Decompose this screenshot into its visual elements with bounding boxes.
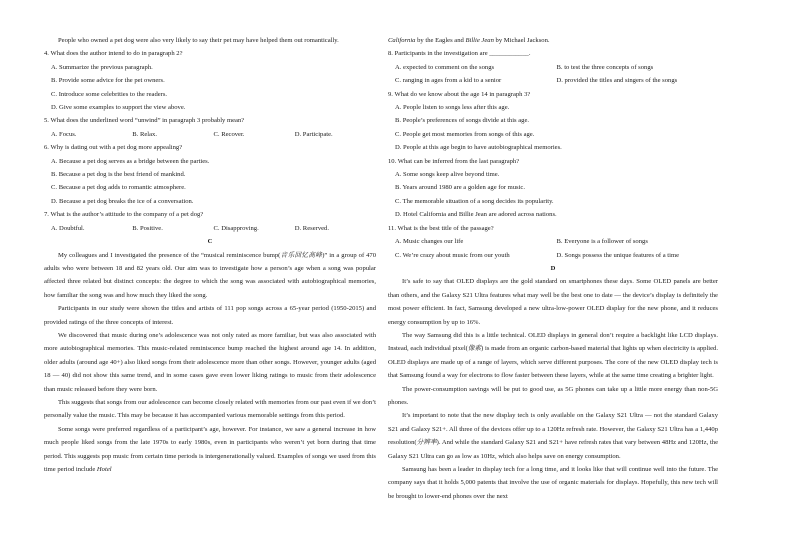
question-9: 9. What do we know about the age 14 in paragraph 3? [388,90,531,98]
q9-option-d: D. People at this age begin to have autobiographical memories. [395,144,562,152]
q8-option-c: C. ranging in ages from a kid to a senior [395,77,502,85]
passage-d-paragraph-5: Samsung has been a leader in display tech for a long time, and it looks like that will continue well into the future. The company says that it holds 5,000 patents that involve the use of organic materials for displays. Hopefully, this new tech will be brought to lower-end phones over the next [388,466,718,500]
section-heading-c: C [207,238,213,246]
q6-option-d: D. Because a pet dog breaks the ice of a conversation. [51,197,194,205]
q11-option-d: D. Songs possess the unique features of a time [556,251,680,259]
passage-c-paragraph-4: This suggests that songs from our adolescence can become closely related with memories from our past even if we don’t personally value the music. This may be because it has accompanied various memorable settings from this period. [44,398,376,420]
text: The way Samsung did this is a little technical. OLED displays in general don’t require a backlight like LCD displays. Instead, each individual pixel( [388,331,718,353]
q10-option-c: C. The memorable situation of a song decides its popularity. [395,197,554,205]
question-11: 11. What is the best title of the passage? [388,224,494,232]
paragraph: People who owned a pet dog were also very likely to say their pet may have helped them out romantically. [58,37,339,44]
q8-option-b: B. to test the three concepts of songs [556,63,654,71]
text: Some songs were preferred regardless of a participant’s age, however. For instance, we saw a general increase in how much people liked songs from the late 1970s to early 1980s, even in participants who weren’t yet born during that time period. This suggests pop music from certain time periods is intergenerationally valued. Examples of songs we used from this time period include [44,425,376,473]
q8-option-d: D. provided the titles and singers of the songs [556,77,678,85]
q5-option-c: C. Recover. [213,130,245,138]
song-title: Billie Jean [465,37,494,44]
paragraph-continued [388,34,718,47]
q5-option-b: B. Relax. [132,130,157,138]
q7-option-c: C. Disapproving. [213,224,259,232]
q10-option-a: A. Some songs keep alive beyond time. [395,171,500,179]
q9-option-b: B. People’s preferences of songs divide at this age. [395,117,530,125]
q8-options-row-2 [388,74,718,87]
q11-options-row-1 [388,235,718,248]
question-4: 4. What does the author intend to do in paragraph 2? [44,50,183,58]
q11-option-b: B. Everyone is a follower of songs [556,238,648,246]
q7-option-a: A. Doubtful. [51,224,85,232]
passage-c-paragraph-3: We discovered that music during one’s adolescence was not only rated as more familiar, but was also associated with more autobiographical memories. This music-related reminiscence bump reached the highest around age 14. In addition, older adults (around age 40+) also liked songs from their adolescence more than other songs. However, younger adults (aged 18 — 40) did not show this same trend, and in some cases gave even lower liking ratings to music from their adolescence than music released before they were born. [44,331,376,393]
q4-option-d: D. Give some examples to support the view above. [51,104,186,112]
text: ). And while the standard Galaxy S21 and S21+ have refresh rates that vary between 48Hz and 120Hz, the Galaxy S21 Ultra can go as low as 10Hz, which also helps save on energy consumption. [388,439,718,460]
text: )” in a group of 470 adults who were between 18 and 82 years old. Our aim was to investigate how a person’s age when a song was popular affected three related but distinct concepts: the degree to which the song was associated with autobiographical memories, how familiar the song was and how much they liked the song. [44,251,377,299]
q6-option-b: B. Because a pet dog is the best friend of mankind. [51,171,186,179]
chinese-term: 像素 [467,345,482,353]
text: It’s important to note that the new display tech is only available on the Galaxy S21 Ultra — not the standard Galaxy S21 and Galaxy S21+. All three of the devices offer up to a 120Hz refresh rate. However, the Galaxy S21 Ultra has a 1,440p resolution( [388,412,718,447]
question-5: 5. What does the underlined word “unwind” in paragraph 3 probably mean? [44,117,245,125]
q8-options-row-1 [388,61,718,74]
q9-option-c: C. People get most memories from songs of this age. [395,130,535,138]
q7-option-d: D. Reserved. [294,224,329,232]
passage-c-paragraph-5 [44,423,376,477]
q11-option-c: C. We’re crazy about music from our youth [395,251,510,259]
q4-option-c: C. Introduce some celebrities to the readers. [51,90,168,98]
question-8: 8. Participants in the investigation are ____________. [388,50,531,58]
left-column [44,34,376,476]
q5-option-d: D. Participate. [294,130,333,138]
right-column [388,34,718,503]
chinese-term: 分辨率 [416,439,437,447]
q6-option-c: C. Because a pet dog adds to romantic atmosphere. [51,184,186,192]
question-6: 6. Why is dating out with a pet dog more appealing? [44,144,183,152]
passage-c-paragraph-1 [44,249,376,303]
passage-d-paragraph-4 [388,409,718,463]
q7-option-b: B. Positive. [132,224,163,232]
question-10: 10. What can be inferred from the last paragraph? [388,157,520,165]
text: by Michael Jackson. [493,37,550,44]
q11-option-a: A. Music changes our life [395,238,464,246]
q9-option-a: A. People listen to songs less after this age. [395,104,510,112]
chinese-term: 音乐回忆高峰 [280,251,323,259]
q8-option-a: A. expected to comment on the songs [395,63,495,71]
passage-c-paragraph-2: Participants in our study were shown the titles and artists of 111 pop songs across a 65-year period (1950-2015) and provided ratings of the three concepts of interest. [44,305,376,326]
q5-option-a: A. Focus. [51,130,77,138]
q10-option-d: D. Hotel California and Billie Jean are adored across nations. [395,211,557,219]
q4-option-b: B. Provide some advice for the pet owners. [51,77,165,85]
q6-option-a: A. Because a pet dog serves as a bridge between the parties. [51,157,210,165]
text: My colleagues and I investigated the presence of the “musical reminiscence bump( [58,251,281,259]
song-title: Hotel [96,466,112,473]
q10-option-b: B. Years around 1980 are a golden age for music. [395,184,526,192]
q7-options [44,222,376,235]
section-heading-d: D [550,264,556,272]
passage-d-paragraph-3: The power-consumption savings will be put to good use, as 5G phones can take up a little more energy than non-5G phones. [388,385,718,406]
question-7: 7. What is the author’s attitude to the company of a pet dog? [44,211,204,219]
text: ) is made from an organic carbon-based material that lights up when electricity is applied. OLED displays are made up of a range of layers, which serve different purposes. The core of the new OLED display tech is that Samsung found a way for electrons to flow faster between these layers, while at the same time creating a brighter light. [388,345,719,380]
q5-options [44,128,376,141]
passage-d-paragraph-2 [388,329,718,383]
song-title: California [388,37,416,44]
text: by the Eagles and [415,37,466,44]
passage-d-paragraph-1: It’s safe to say that OLED displays are the gold standard on smartphones these days. Some OLED panels are better than others, and the Galaxy S21 Ultra features what may well be the best one to date — the device’s display is definitely the most power efficient. In fact, Samsung developed a new ultra-low-power OLED display for the new phone, and it reduces energy consumption by up to 16%. [388,278,718,326]
q4-option-a: A. Summarize the previous paragraph. [51,63,153,71]
q11-options-row-2 [388,249,718,262]
